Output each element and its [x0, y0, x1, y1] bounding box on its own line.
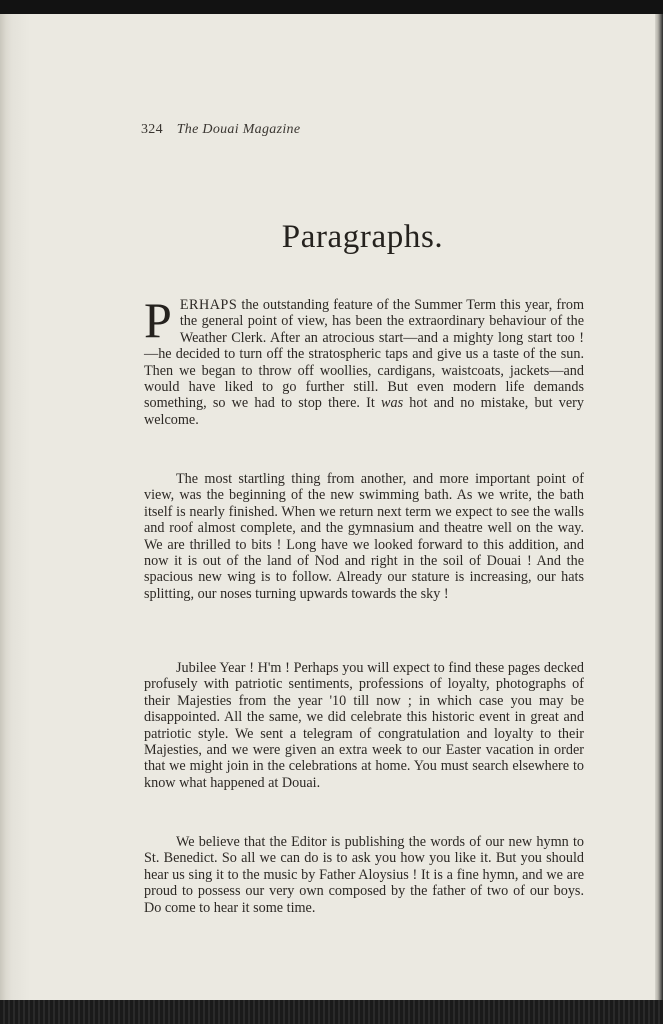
paragraph-swimming-bath: The most startling thing from another, and more important point of view, was the beginning of the new swimming bath. As we write, the bath itself is nearly finished. When we return next term we expect to see the walls and roof almost complete, and the gymnasium and theatre well on the way. We are thrilled to bits ! Long have we looked forward to this addition, and now it is out of the land of Nod and right in the soil of Douai ! And the spacious new wing is to follow. Already our stature is increasing, our hats splitting, our noses turning upwards towards the sky !	[144, 471, 584, 602]
paragraph-new-hymn: We believe that the Editor is publishing the words of our new hymn to St. Benedict. So all we can do is to ask you how you like it. But you should hear us sing it to the music by Father Aloysius ! It is a fine hymn, and we are proud to possess our very own composed by the father of two of our boys. Do come to hear it some time.	[144, 834, 584, 916]
magazine-title: The Douai Magazine	[176, 122, 301, 137]
page-edge	[655, 14, 663, 1000]
running-head	[141, 122, 591, 142]
scan-background	[0, 1000, 663, 1024]
section-title: Paragraphs.	[281, 219, 444, 255]
paragraph-text-end: hot and no mistake, but very welcome.	[144, 395, 584, 428]
italic-word: was	[381, 395, 404, 412]
paragraph-text: the outstanding feature of the Summer Term this year, from the general point of view, has been the extraordinary behaviour of the Weather Clerk. After an atrocious start—and a mighty long start too !—he decided to turn off the stratospheric taps and give us a taste of the sun. Then we began to throw off woollies, cardigans, waistcoats, jackets—and would have liked to go further still. But even modern life demands something, so we had to stop there. It	[144, 297, 584, 412]
book-page	[0, 14, 655, 1000]
paragraph-jubilee-year: Jubilee Year ! H'm ! Perhaps you will expect to find these pages decked profusely with patriotic sentiments, professions of loyalty, photographs of their Majesties from the year '10 till now ; in which case you may be disappointed. All the same, we did celebrate this historic event in great and patriotic style. We sent a telegram of congratulation and loyalty to their Majesties, and we were given an extra week to our Easter vacation in order that we might join in the celebrations at home. You must search elsewhere to know what happened at Douai.	[144, 660, 584, 791]
small-caps-lead: ERHAPS	[179, 297, 238, 313]
drop-cap: P	[144, 292, 172, 348]
page-number: 324	[141, 122, 163, 137]
paragraph-summer-term	[144, 292, 584, 428]
